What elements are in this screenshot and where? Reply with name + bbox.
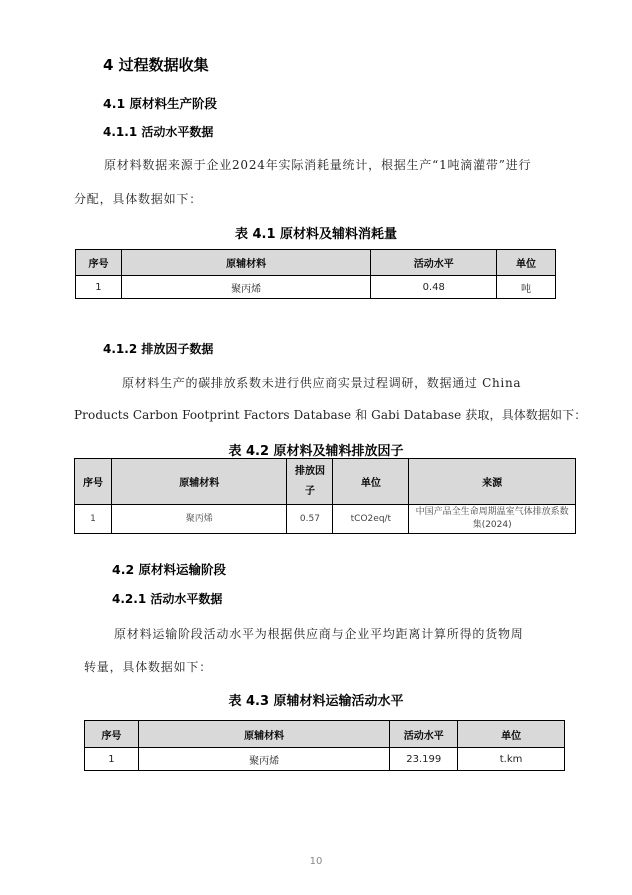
cell-unit: 吨 [497, 276, 556, 299]
table-row [76, 276, 556, 299]
section-4-1-heading: 4.1 原材料生产阶段 [103, 96, 217, 111]
header-emission-factor: 排放因子 [287, 459, 333, 505]
table-row [85, 748, 565, 771]
paragraph-4-1-2-line-2: Products Carbon Footprint Factors Database 和 Gabi Database 获取，具体数据如下： [74, 408, 587, 422]
section-4-1-2-heading: 4.1.2 排放因子数据 [103, 342, 214, 356]
header-material: 原辅材料 [111, 459, 287, 505]
header-unit: 单位 [497, 250, 556, 276]
header-activity: 活动水平 [371, 250, 497, 276]
table-header-row [76, 250, 556, 276]
table-row [75, 505, 576, 534]
header-index: 序号 [75, 459, 112, 505]
section-4-heading: 4 过程数据收集 [103, 56, 209, 74]
cell-source: 中国产品全生命周期温室气体排放系数集(2024) [409, 505, 576, 534]
cell-index: 1 [75, 505, 112, 534]
cell-material: 聚丙烯 [138, 748, 389, 771]
cell-material: 聚丙烯 [121, 276, 370, 299]
paragraph-4-2-1-line-1: 原材料运输阶段活动水平为根据供应商与企业平均距离计算所得的货物周 [114, 627, 524, 641]
header-material: 原辅材料 [138, 721, 389, 748]
cell-index: 1 [76, 276, 122, 299]
paragraph-4-1-2-line-1: 原材料生产的碳排放系数未进行供应商实景过程调研，数据通过 China [122, 376, 522, 390]
header-activity: 活动水平 [390, 721, 458, 748]
table-4-3 [84, 720, 565, 771]
table-header-row [85, 721, 565, 748]
header-source: 来源 [409, 459, 576, 505]
paragraph-4-1-1-line-2: 分配，具体数据如下： [74, 192, 203, 206]
cell-emission-factor: 0.57 [287, 505, 333, 534]
cell-activity: 23.199 [390, 748, 458, 771]
section-4-2-heading: 4.2 原材料运输阶段 [112, 562, 226, 577]
table-4-1-caption: 表 4.1 原材料及辅料消耗量 [234, 227, 398, 242]
cell-unit: t.km [458, 748, 565, 771]
cell-unit: tCO2eq/t [333, 505, 409, 534]
section-4-2-1-heading: 4.2.1 活动水平数据 [112, 592, 223, 606]
cell-index: 1 [85, 748, 139, 771]
header-index: 序号 [85, 721, 139, 748]
table-4-1 [75, 249, 556, 299]
header-unit: 单位 [333, 459, 409, 505]
cell-activity: 0.48 [371, 276, 497, 299]
table-4-3-caption: 表 4.3 原辅材料运输活动水平 [228, 694, 404, 709]
cell-material: 聚丙烯 [111, 505, 287, 534]
table-4-2 [74, 458, 576, 534]
paragraph-4-1-1-line-1: 原材料数据来源于企业2024年实际消耗量统计，根据生产“1吨滴灌带”进行 [104, 158, 532, 172]
header-unit: 单位 [458, 721, 565, 748]
header-index: 序号 [76, 250, 122, 276]
header-material: 原辅材料 [121, 250, 370, 276]
table-header-row [75, 459, 576, 505]
table-4-2-caption: 表 4.2 原材料及辅料排放因子 [228, 444, 404, 459]
section-4-1-1-heading: 4.1.1 活动水平数据 [103, 125, 214, 139]
page-number: 10 [309, 856, 323, 867]
paragraph-4-2-1-line-2: 转量，具体数据如下： [84, 660, 213, 674]
